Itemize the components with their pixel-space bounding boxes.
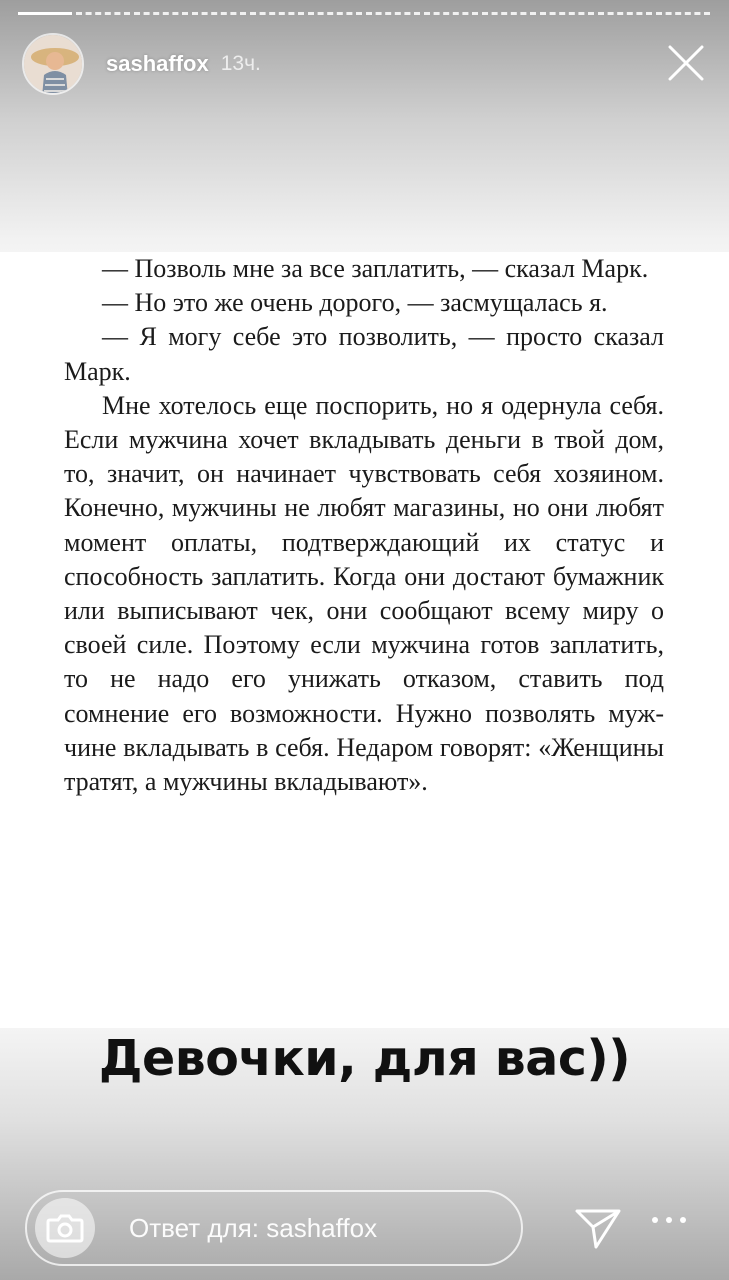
progress-segment bbox=[656, 12, 710, 18]
progress-segment bbox=[482, 12, 536, 18]
book-paragraph: — Позволь мне за все заплатить, — сказал Марк. bbox=[102, 254, 649, 283]
book-paragraph: — Но это же очень дорого, — засмущалась я. bbox=[102, 288, 608, 318]
reply-placeholder: Ответ для: sashaffox bbox=[129, 1212, 378, 1243]
send-icon bbox=[574, 1208, 622, 1250]
progress-segment bbox=[192, 12, 246, 18]
book-text bbox=[64, 252, 664, 799]
progress-segment bbox=[540, 12, 594, 18]
book-paragraph: — Я могу себе это позволить, — просто сказал Марк. bbox=[64, 322, 664, 386]
progress-segment bbox=[308, 12, 362, 18]
progress-segment bbox=[366, 12, 420, 18]
book-paragraph: Мне хотелось еще поспорить, но я одернула себя. Если мужчина хочет вкладывать деньги в твой дом, то, значит, он начинает чувствовать себя хозяином. Конечно, мужчины не любят магазины, но они любят момент оплаты, подтверждающий их статус и способность заплатить. Когда они достают бумажник или выписывают чек, они сообщают всему миру о своей силе. Поэтому если мужчина готов заплатить, то не надо его унижать отказом, ставить под сомнение его возможности. Нужно позволять мужчине вкладывать в себя. Недаром говорят: «Женщины тратят, а мужчины вкладывают». bbox=[64, 390, 664, 797]
progress-segment bbox=[134, 12, 188, 18]
reply-bar bbox=[0, 1184, 729, 1274]
story-header bbox=[22, 32, 707, 96]
camera-icon bbox=[46, 1213, 84, 1243]
camera-button[interactable] bbox=[35, 1198, 95, 1258]
avatar[interactable] bbox=[22, 33, 84, 95]
more-icon-dot bbox=[680, 1217, 686, 1223]
more-icon-dot bbox=[652, 1217, 658, 1223]
progress-segment bbox=[598, 12, 652, 18]
more-icon-dot bbox=[666, 1217, 672, 1223]
close-icon bbox=[668, 45, 704, 81]
progress-segment bbox=[18, 12, 72, 18]
story-progress-bar bbox=[18, 12, 710, 16]
progress-segment bbox=[424, 12, 478, 18]
progress-segment bbox=[250, 12, 304, 18]
progress-segment bbox=[76, 12, 130, 18]
story-timestamp: 13ч. bbox=[220, 52, 261, 75]
send-button[interactable] bbox=[574, 1208, 622, 1250]
reply-input[interactable] bbox=[25, 1190, 523, 1266]
close-button[interactable] bbox=[665, 42, 707, 84]
book-page-photo bbox=[0, 252, 729, 1028]
username[interactable]: sashaffox bbox=[106, 51, 209, 76]
story-caption: Девочки, для вас)) bbox=[98, 1030, 631, 1087]
more-button[interactable] bbox=[652, 1217, 686, 1227]
